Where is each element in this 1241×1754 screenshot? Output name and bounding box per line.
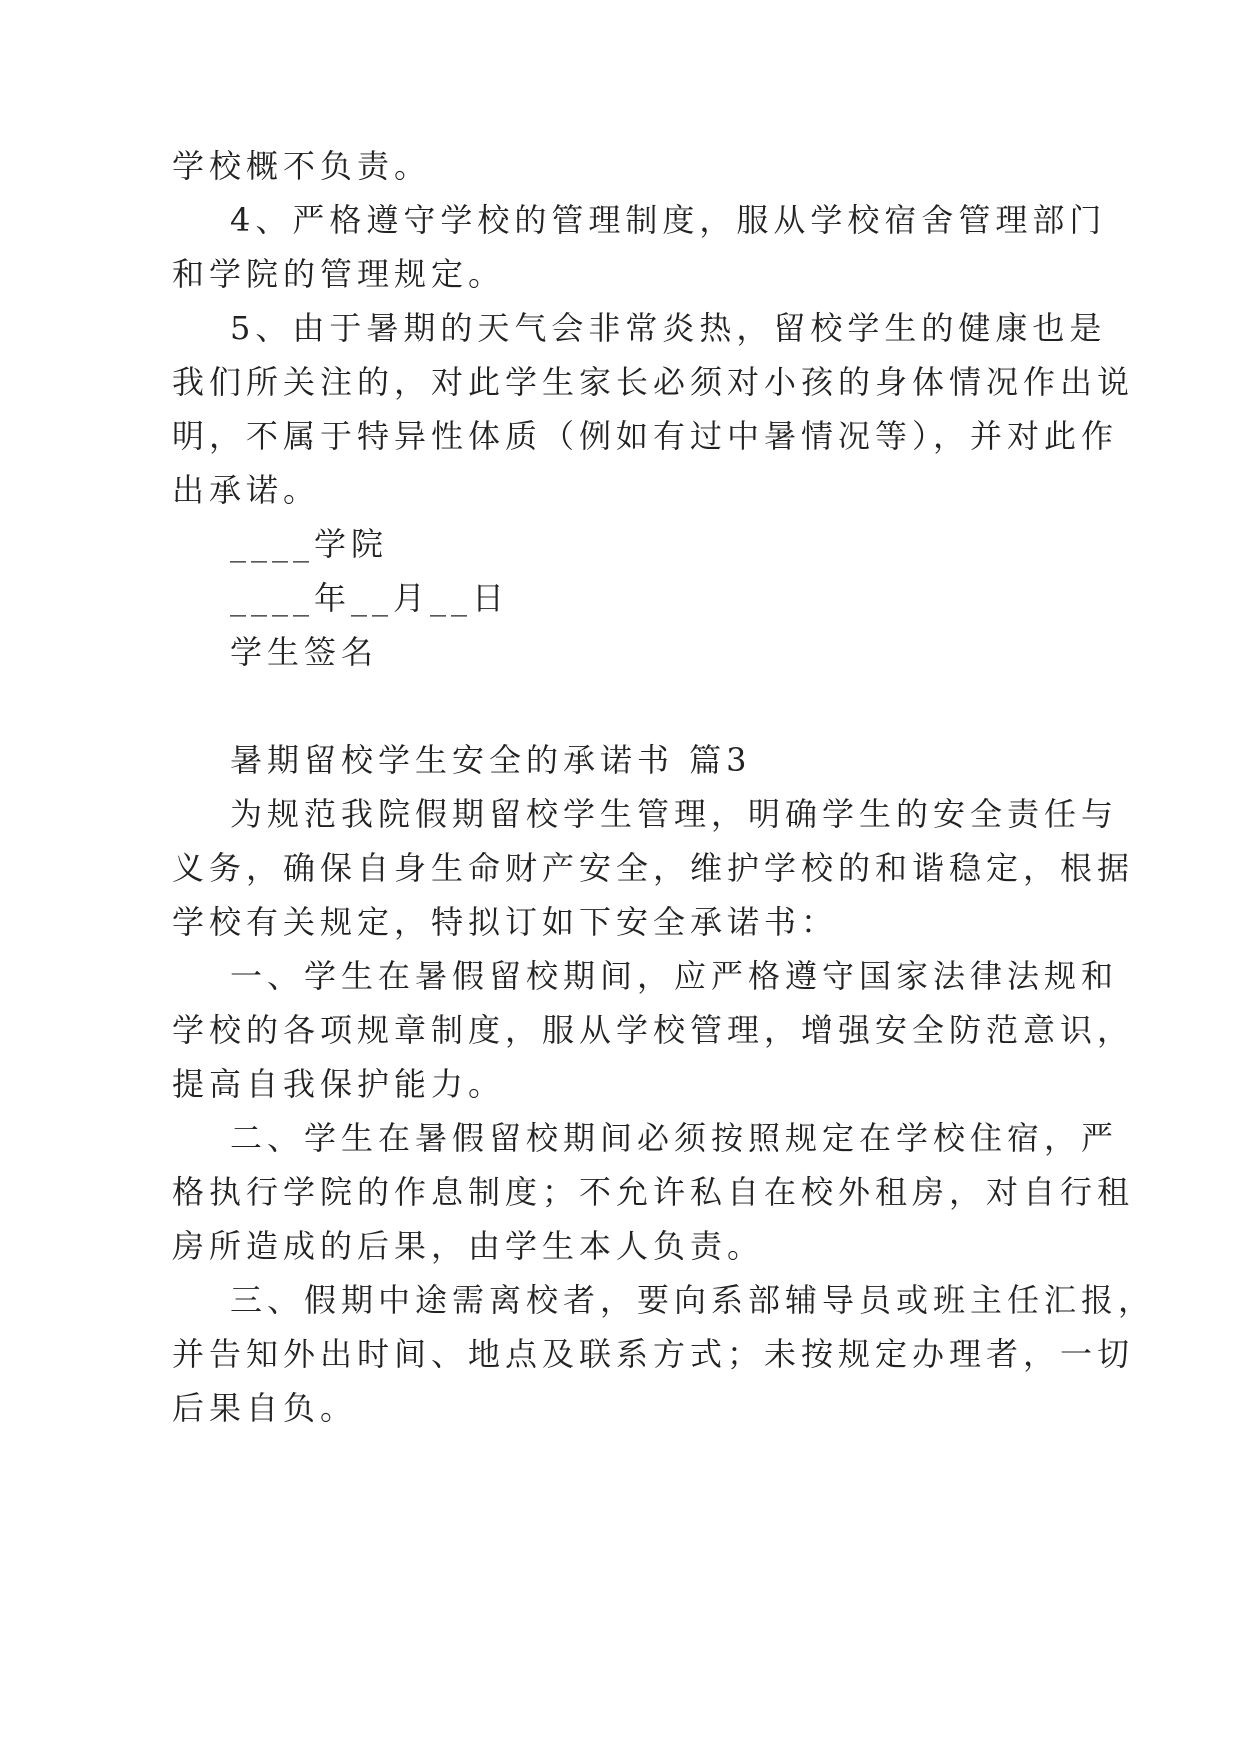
- text-line: 学校有关规定，特拟订如下安全承诺书：: [172, 903, 839, 941]
- section-title: 暑期留校学生安全的承诺书 篇3: [230, 741, 752, 779]
- item-2-line-1: 二、学生在暑假留校期间必须按照规定在学校住宿，严: [230, 1119, 1119, 1157]
- text-line: 和学院的管理规定。: [172, 255, 506, 293]
- item-3-line-1: 三、假期中途需离校者，要向系部辅导员或班主任汇报，: [230, 1281, 1156, 1319]
- student-signature-label: 学生签名: [230, 633, 379, 671]
- text-line: 并告知外出时间、地点及联系方式；未按规定办理者，一切: [172, 1335, 1135, 1373]
- text-line: 后果自负。: [172, 1389, 358, 1427]
- date-blank: ____年__月__日: [230, 579, 510, 617]
- text-line: 格执行学院的作息制度；不允许私自在校外租房，对自行租: [172, 1173, 1135, 1211]
- text-line: 义务，确保自身生命财产安全，维护学校的和谐稳定，根据: [172, 849, 1135, 887]
- text-line: 学校概不负责。: [172, 147, 432, 185]
- text-line: 学校的各项规章制度，服从学校管理，增强安全防范意识，: [172, 1011, 1135, 1049]
- text-line: 我们所关注的，对此学生家长必须对小孩的身体情况作出说: [172, 363, 1135, 401]
- item-1-line-1: 一、学生在暑假留校期间，应严格遵守国家法律法规和: [230, 957, 1119, 995]
- college-blank: ____学院: [230, 525, 389, 563]
- text-line: 提高自我保护能力。: [172, 1065, 506, 1103]
- text-line: 出承诺。: [172, 471, 321, 509]
- paragraph-4-line-1: 4、严格遵守学校的管理制度，服从学校宿舍管理部门: [230, 201, 1107, 239]
- intro-line-1: 为规范我院假期留校学生管理，明确学生的安全责任与: [230, 795, 1119, 833]
- text-line: 房所造成的后果，由学生本人负责。: [172, 1227, 765, 1265]
- paragraph-5-line-1: 5、由于暑期的天气会非常炎热，留校学生的健康也是: [230, 309, 1107, 347]
- text-line: 明，不属于特异性体质（例如有过中暑情况等），并对此作: [172, 417, 1119, 455]
